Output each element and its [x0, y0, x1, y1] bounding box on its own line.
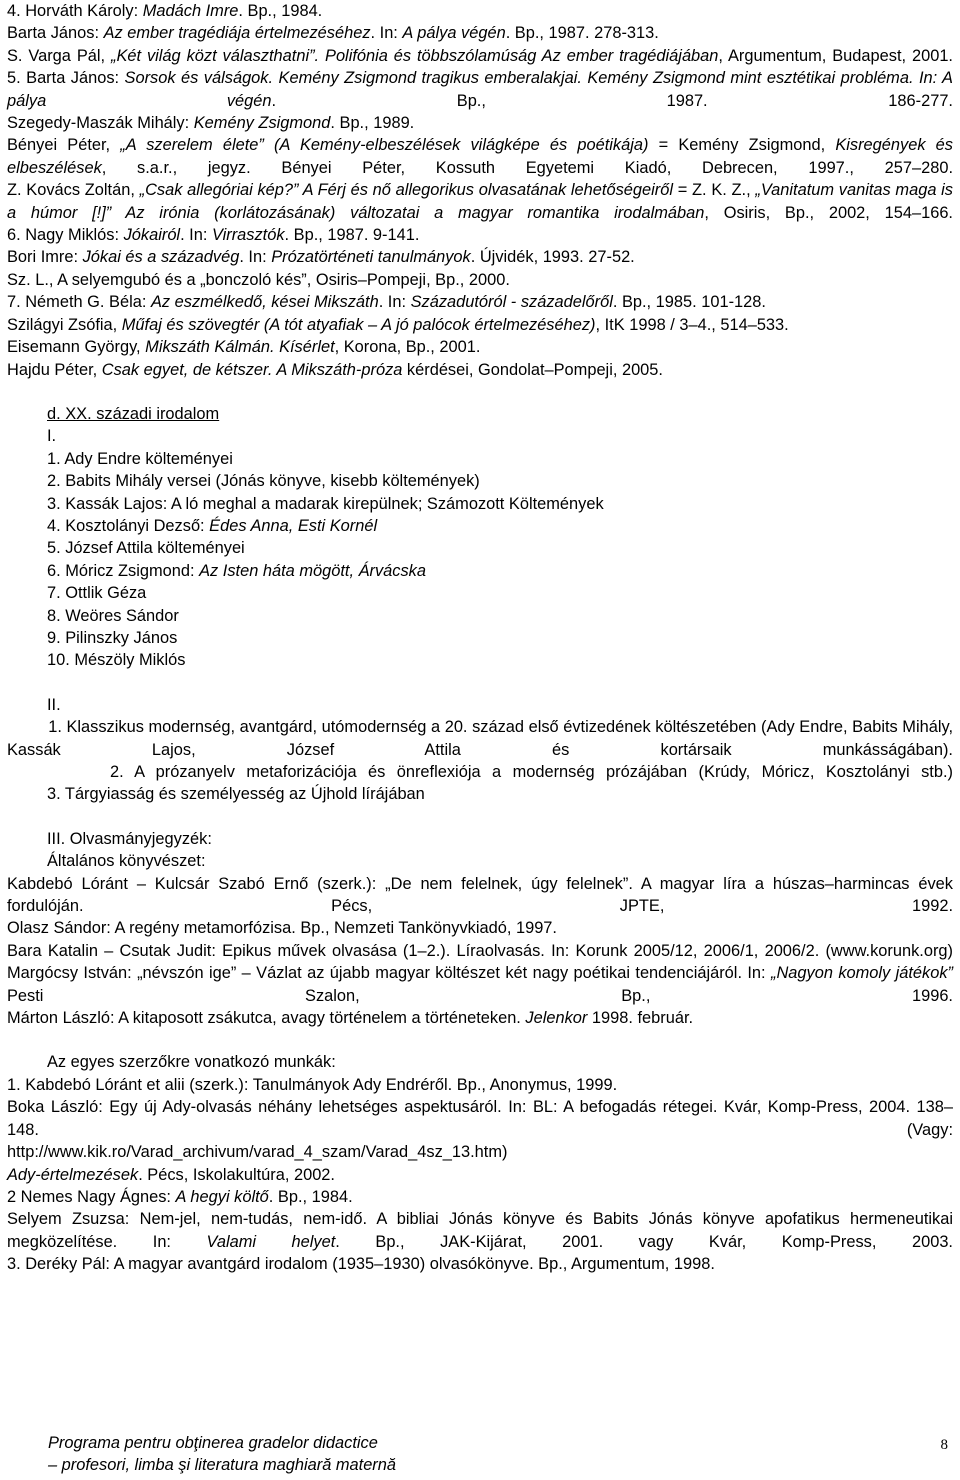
text-line [7, 1007, 953, 1029]
text-segment: , Korona, Bp., 2001. [334, 338, 481, 357]
text-line [7, 605, 953, 627]
page-footer [48, 1432, 948, 1478]
text-segment: , Argumentum, Budapest, 2001. [718, 46, 953, 65]
text-segment: 1. Ady Endre költeményei [47, 449, 233, 468]
text-segment: 3. Tárgyiasság és személyesség az Újhold lírájában [47, 785, 425, 804]
text-line [7, 515, 953, 537]
italic-text: Valami helyet [206, 1232, 336, 1251]
text-line [7, 134, 953, 179]
italic-text: „Csak allegóriai kép?” A Férj és nő allegorikus olvasatának lehetőségeiről [139, 181, 673, 200]
text-line [7, 627, 953, 649]
italic-text: A hegyi költő [175, 1187, 269, 1206]
text-segment: I. [47, 427, 57, 446]
footer-program-subtitle: – profesori, limba şi literatura maghiară maternă [48, 1456, 396, 1474]
italic-text: „Nagyon komoly játékok” [770, 964, 953, 983]
text-line [7, 224, 953, 246]
text-line [7, 649, 953, 671]
text-segment: Z. Kovács Zoltán, [7, 181, 140, 200]
text-segment: 7. Ottlik Géza [47, 584, 147, 603]
text-segment: 2. A prózanyelv metaforizációja és önreflexiója a modernség prózájában (Krúdy, Móricz, Kosztolányi stb.) [7, 763, 953, 781]
text-segment: . Bp., 1989. [330, 114, 415, 133]
text-segment: 6. Nagy Miklós: [7, 226, 124, 245]
text-segment: http://www.kik.ro/Varad_archivum/varad_4_szam/Varad_4sz_13.htm) [7, 1143, 508, 1162]
text-segment: Barta János: [7, 24, 104, 43]
italic-text: Az Isten háta mögött, Árvácska [199, 561, 426, 580]
italic-text: Kisregények és elbeszélések [7, 136, 953, 177]
text-segment: = Z. K. Z., [672, 181, 756, 200]
text-segment: 1998. február. [587, 1009, 694, 1028]
italic-text: Mikszáth Kálmán. Kísérlet [145, 338, 335, 357]
text-line [7, 1096, 953, 1141]
paragraph-spacer [7, 1029, 953, 1051]
text-segment: 6. Móricz Zsigmond: [47, 561, 200, 580]
text-line [7, 940, 953, 962]
paragraph-spacer [7, 672, 953, 694]
text-line [7, 1208, 953, 1253]
text-segment: 4. Kosztolányi Dezső: [47, 516, 210, 535]
text-line [7, 716, 953, 761]
text-line [7, 314, 953, 336]
text-segment: Kabdebó Lóránt – Kulcsár Szabó Ernő (szerk.): „De nem felelnek, úgy felelnek”. A magyar líra a húszas–harmincas évek fordulóján. Pécs, JPTE, 1992. [7, 874, 953, 916]
text-segment: Eisemann György, [7, 338, 146, 357]
text-line [7, 425, 953, 447]
text-segment: Szilágyi Zsófia, [7, 315, 122, 334]
text-segment: , s.a.r., jegyz. Bényei Péter, Kossuth Egyetemi Kiadó, Debrecen, 1997., 257–280. [101, 158, 953, 177]
text-segment: Bori Imre: [7, 248, 83, 267]
italic-text: Jókairól [123, 226, 181, 245]
text-line [7, 537, 953, 559]
text-line [7, 694, 953, 716]
text-segment: Bara Katalin – Csutak Judit: Epikus művek olvasása (1–2.). Líraolvasás. In: Korunk 2005/12, 2006/1, 2006/2. (www.korunk.org) [7, 941, 953, 960]
page-number: 8 [940, 1437, 948, 1453]
italic-text: Az eszmélkedő, kései Mikszáth [150, 293, 379, 312]
text-line [7, 783, 953, 805]
italic-text: Ady-értelmezések [7, 1165, 139, 1184]
italic-text: Édes Anna, Esti Kornél [209, 516, 378, 535]
text-segment: Hajdu Péter, [7, 360, 102, 379]
paragraph-spacer [7, 806, 953, 828]
text-segment: 9. Pilinszky János [47, 628, 178, 647]
text-line [7, 179, 953, 224]
text-line [7, 962, 953, 1007]
text-line [7, 1164, 953, 1186]
text-segment: Selyem Zsuzsa: Nem-jel, nem-tudás, nem-idő. A bibliai Jónás könyve és Babits Jónás könyve apofatikus hermeneutikai megközelítése. In: [7, 1210, 953, 1251]
text-segment: . In: [370, 24, 403, 43]
italic-text: A pálya végén [402, 24, 506, 43]
text-segment: . Bp., 1984. [268, 1187, 353, 1206]
text-segment: Pesti Szalon, Bp., 1996. [7, 986, 953, 1005]
text-segment: . Bp., JAK-Kijárat, 2001. vagy Kvár, Komp-Press, 2003. [335, 1232, 953, 1251]
text-segment: . Bp., 1987. 9-141. [284, 226, 420, 245]
text-segment: . Bp., 1987. 186-277. [271, 91, 953, 110]
text-line [7, 560, 953, 582]
italic-text: Műfaj és szövegtér (A tót atyafiak – A jó palócok értelmezéséhez) [121, 315, 596, 334]
text-line [7, 269, 953, 291]
underlined-heading: d. XX. századi irodalom [47, 404, 220, 423]
italic-text: Virrasztók [211, 226, 285, 245]
italic-text: Az ember tragédiája értelmezéséhez [103, 24, 371, 43]
text-segment: Margócsy István: „névszón ige” – Vázlat az újabb magyar költészet két nagy poétikai tendenciájáról. In: [7, 964, 771, 983]
text-segment: . Pécs, Iskolakultúra, 2002. [138, 1165, 335, 1184]
text-segment: II. [47, 695, 61, 714]
text-line [7, 470, 953, 492]
italic-text: „A szerelem élete” (A Kemény-elbeszélések világképe és poétikája) [120, 136, 649, 155]
text-line [7, 359, 953, 381]
text-line [7, 1051, 953, 1073]
footer-program-title: Programa pentru obţinerea gradelor didactice [48, 1434, 378, 1452]
text-line [7, 873, 953, 918]
text-segment: Olasz Sándor: A regény metamorfózisa. Bp., Nemzeti Tankönyvkiadó, 1997. [7, 919, 557, 938]
text-segment: Általános könyvészet: [47, 852, 206, 871]
italic-text: Madách Imre [142, 2, 239, 20]
text-line [7, 0, 953, 22]
italic-text: Sorsok és válságok. Kemény Zsigmond tragikus emberalakjai. Kemény Zsigmond mint esztétikai probléma. In: A pálya végén [7, 69, 953, 110]
text-segment: kérdései, Gondolat–Pompeji, 2005. [402, 360, 663, 379]
text-line [7, 22, 953, 44]
text-line [7, 112, 953, 134]
text-line [7, 336, 953, 358]
text-segment: , Osiris, Bp., 2002, 154–166. [704, 203, 953, 222]
text-segment: Az egyes szerzőkre vonatkozó munkák: [47, 1053, 336, 1072]
text-line [7, 1253, 953, 1275]
text-segment: . In: [180, 226, 212, 245]
italic-text: Csak egyet, de kétszer. A Mikszáth-próza [101, 360, 403, 379]
text-line [7, 828, 953, 850]
text-segment: 4. Horváth Károly: [7, 2, 143, 20]
text-segment: 3. Kassák Lajos: A ló meghal a madarak kirepülnek; Számozott Költemények [47, 494, 604, 513]
text-segment: . In: [378, 293, 411, 312]
italic-text: „Vanitatum vanitas maga is a húmor [!]” Az irónia (korlátozásának) változatai a magyar romantika irodalmában [7, 181, 953, 222]
text-line [7, 403, 953, 425]
text-segment: = Kemény Zsigmond, [648, 136, 836, 155]
text-segment: 1. Klasszikus modernség, avantgárd, utómodernség a 20. század első évtizedének költészetében (Ady Endre, Babits Mihály, Kassák Lajos, József Attila és kortársaik munkásságában). [7, 718, 953, 759]
italic-text: Kemény Zsigmond [193, 114, 331, 133]
text-segment: Szegedy-Maszák Mihály: [7, 114, 194, 133]
italic-text: Prózatörténeti tanulmányok [271, 248, 471, 267]
text-line [7, 448, 953, 470]
text-segment: . Bp., 1984. [238, 2, 323, 20]
text-line [7, 493, 953, 515]
text-segment: 1. Kabdebó Lóránt et alii (szerk.): Tanulmányok Ady Endréről. Bp., Anonymus, 1999. [7, 1075, 618, 1094]
text-line [7, 45, 953, 67]
text-segment: 3. Deréky Pál: A magyar avantgárd irodalom (1935–1930) olvasókönyve. Bp., Argumentum, 1998. [7, 1255, 715, 1274]
text-segment: Márton László: A kitaposott zsákutca, avagy történelem a történeteken. [7, 1009, 526, 1028]
text-segment: , ItK 1998 / 3–4., 514–533. [595, 315, 789, 334]
text-segment: . Újvidék, 1993. 27-52. [470, 248, 635, 267]
text-segment: Sz. L., A selyemgubó és a „bonczoló kés”, Osiris–Pompeji, Bp., 2000. [7, 270, 510, 289]
text-segment: . In: [239, 248, 272, 267]
italic-text: Jelenkor [525, 1009, 588, 1028]
document-body [7, 0, 953, 1276]
text-line [7, 1186, 953, 1208]
italic-text: Századutóról - századelőről [410, 293, 613, 312]
text-line [7, 291, 953, 313]
text-line [7, 917, 953, 939]
text-line [7, 761, 953, 783]
text-segment: 5. Barta János: [7, 69, 125, 88]
text-line [7, 246, 953, 268]
text-segment: 5. József Attila költeményei [47, 539, 245, 558]
text-segment: III. Olvasmányjegyzék: [47, 829, 212, 848]
text-segment: Boka László: Egy új Ady-olvasás néhány lehetséges aspektusáról. In: BL: A befogadás rétegei. Kvár, Komp-Press, 2004. 138–148. (Vagy: [7, 1098, 953, 1139]
text-segment: . Bp., 1985. 101-128. [612, 293, 766, 312]
paragraph-spacer [7, 381, 953, 403]
text-segment: S. Varga Pál, [7, 46, 111, 65]
text-segment: 2. Babits Mihály versei (Jónás könyve, kisebb költemények) [47, 472, 480, 491]
text-line [7, 850, 953, 872]
text-line [7, 582, 953, 604]
italic-text: „Két világ közt választhatni”. Polifónia és többszólamúság Az ember tragédiájában [110, 46, 719, 65]
italic-text: Jókai és a századvég [82, 248, 240, 267]
text-segment: 10. Mészöly Miklós [47, 651, 186, 670]
text-segment: 8. Weöres Sándor [47, 606, 179, 625]
text-line [7, 1141, 953, 1163]
text-segment: . Bp., 1987. 278-313. [505, 24, 659, 43]
text-segment: 2 Nemes Nagy Ágnes: [7, 1187, 176, 1206]
text-segment: Bényei Péter, [7, 136, 121, 155]
text-line [7, 1074, 953, 1096]
text-segment: 7. Németh G. Béla: [7, 293, 151, 312]
text-line [7, 67, 953, 112]
